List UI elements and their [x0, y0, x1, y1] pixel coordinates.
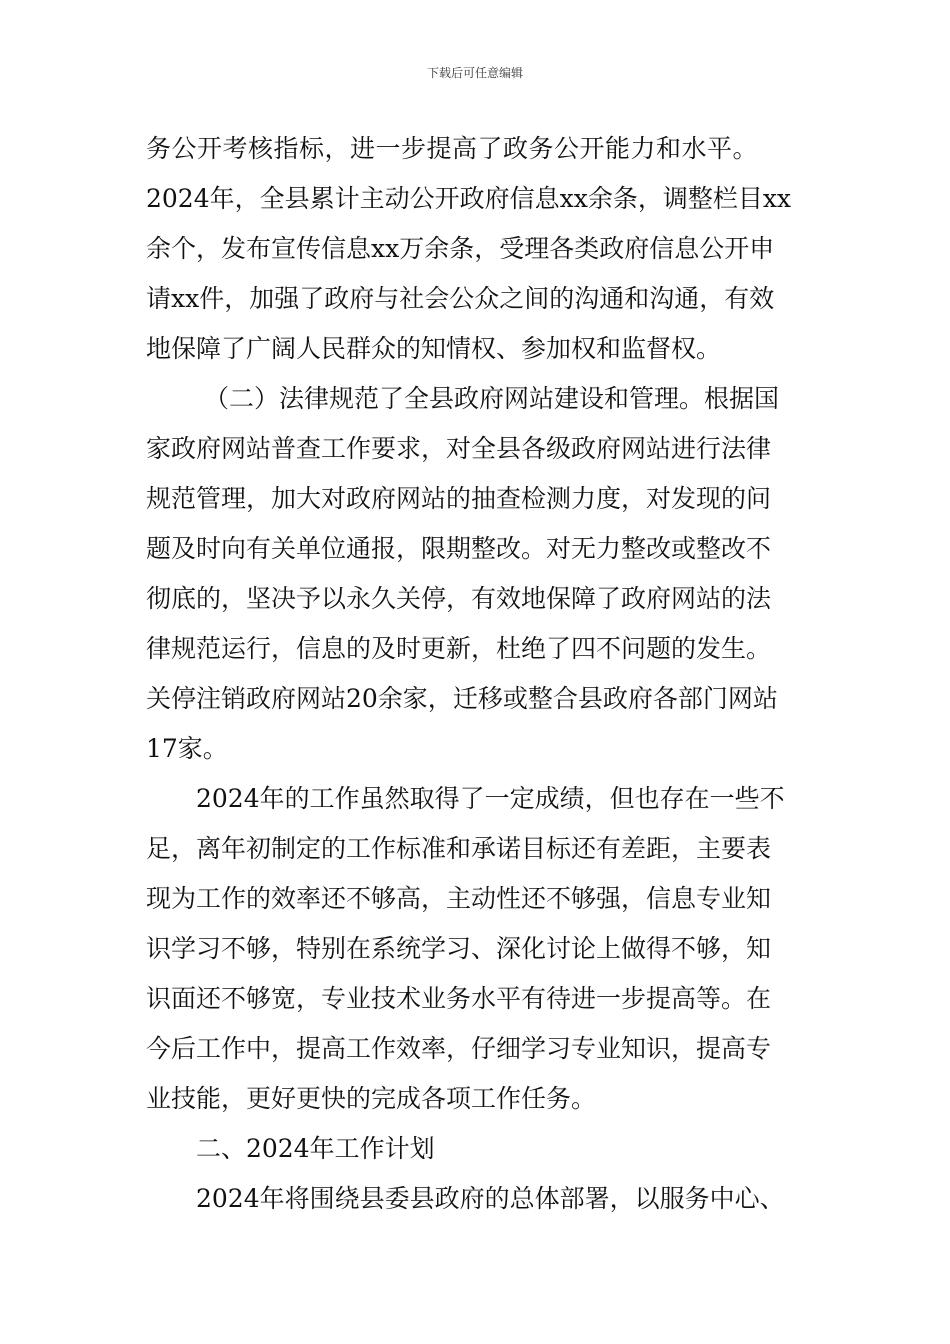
text-line: 规范管理，加大对政府网站的抽查检测力度，对发现的问	[146, 484, 772, 513]
text-line: 请xx件，加强了政府与社会公众之间的沟通和沟通，有效	[146, 284, 775, 313]
paragraph-1	[146, 124, 816, 374]
document-body	[146, 124, 816, 1224]
paragraph-4	[146, 1174, 816, 1224]
text-line: 2024年，全县累计主动公开政府信息xx余条，调整栏目xx	[146, 184, 792, 213]
section-heading: 二、2024年工作计划	[196, 1134, 435, 1163]
text-line: 现为工作的效率还不够高，主动性还不够强，信息专业知	[146, 884, 772, 913]
text-line: 家政府网站普查工作要求，对全县各级政府网站进行法律	[146, 434, 772, 463]
paragraph-3	[146, 774, 816, 1124]
paragraph-2	[146, 374, 816, 774]
text-line: 地保障了广阔人民群众的知情权、参加权和监督权。	[146, 334, 722, 363]
text-line: 2024年的工作虽然取得了一定成绩，但也存在一些不	[196, 784, 785, 813]
text-line: 识面还不够宽，专业技术业务水平有待进一步提高等。在	[146, 984, 772, 1013]
text-line: 业技能，更好更快的完成各项工作任务。	[146, 1084, 597, 1113]
text-line: 务公开考核指标，进一步提高了政务公开能力和水平。	[146, 134, 759, 163]
text-line: 律规范运行，信息的及时更新，杜绝了四不问题的发生。	[146, 634, 772, 663]
text-line: 17家。	[146, 734, 228, 763]
text-line: 题及时向有关单位通报，限期整改。对无力整改或整改不	[146, 534, 772, 563]
text-line: 关停注销政府网站20余家，迁移或整合县政府各部门网站	[146, 684, 778, 713]
text-line: 2024年将围绕县委县政府的总体部署，以服务中心、	[196, 1184, 785, 1213]
text-line: 识学习不够，特别在系统学习、深化讨论上做得不够，知	[146, 934, 772, 963]
text-line: 今后工作中，提高工作效率，仔细学习专业知识，提高专	[146, 1034, 772, 1063]
text-line: （二）法律规范了全县政府网站建设和管理。根据国	[204, 384, 780, 413]
page-header: 下载后可任意编辑	[426, 66, 523, 80]
text-line: 余个，发布宣传信息xx万余条，受理各类政府信息公开申	[146, 234, 775, 263]
text-line: 彻底的，坚决予以永久关停，有效地保障了政府网站的法	[146, 584, 772, 613]
text-line: 足，离年初制定的工作标准和承诺目标还有差距，主要表	[146, 834, 772, 863]
